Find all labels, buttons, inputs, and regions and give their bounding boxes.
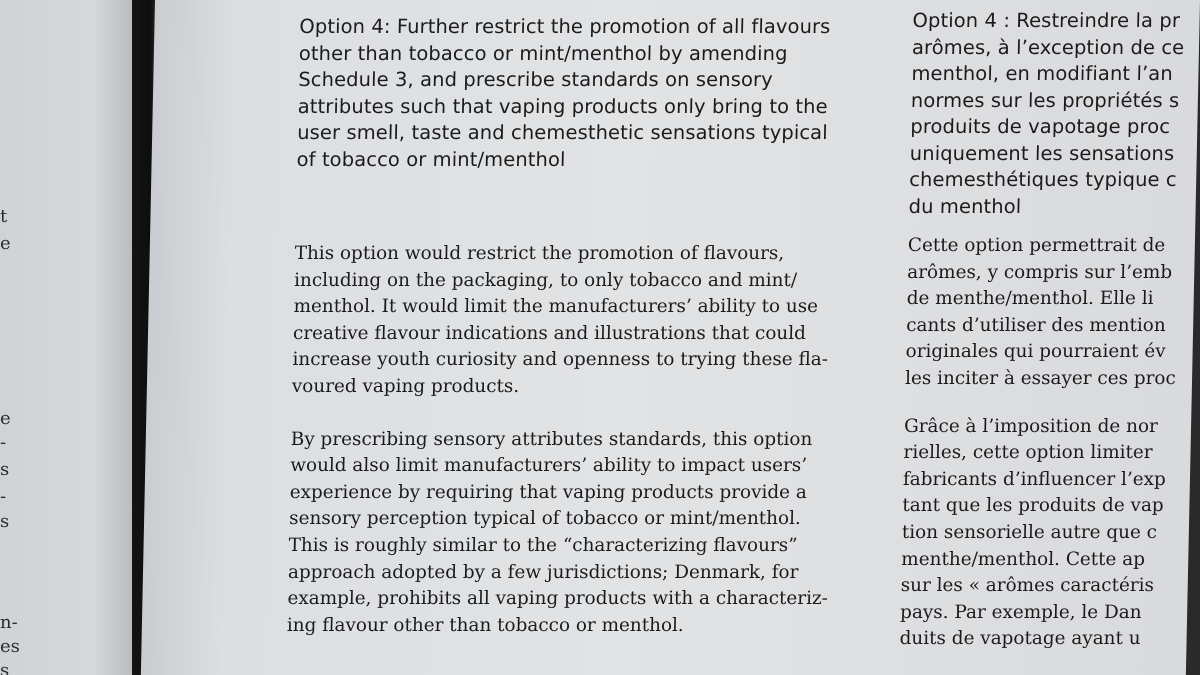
paragraph-line: Grâce à l’imposition de nor: [903, 415, 1159, 437]
heading-line: uniquement les sensations: [909, 141, 1175, 165]
paragraph-line: Cette option permettrait de: [907, 235, 1166, 256]
heading-line: arômes, à l’exception de ce: [911, 35, 1185, 59]
left-page-fragment: e: [0, 233, 11, 254]
paragraph-line: including on the packaging, to only tobacco and mint/: [293, 269, 798, 291]
paragraph-line: de menthe/menthol. Elle li: [906, 288, 1154, 310]
heading-line: Option 4: Further restrict the promotion of all flavours: [299, 15, 831, 38]
document-page: [141, 0, 1200, 675]
paragraph-line: This is roughly similar to the “characterizing flavours”: [288, 534, 798, 556]
paragraph-line: ing flavour other than tobacco or menthol.: [286, 614, 684, 636]
left-page-fragment: e: [0, 408, 11, 429]
paragraph-sensory-fr: [899, 414, 1200, 653]
paragraph-line: By prescribing sensory attributes standards, this option: [290, 428, 813, 450]
left-page-fragment: -: [0, 486, 7, 507]
left-page-fragment: n-: [0, 612, 18, 633]
paragraph-line: cants d’utiliser des mention: [905, 314, 1166, 336]
left-page-fragment: s: [0, 459, 10, 480]
option-4-heading-en: [296, 14, 869, 173]
paragraph-line: fabricants d’influencer l’exp: [902, 468, 1166, 490]
paragraph-line: tant que les produits de vap: [902, 495, 1164, 517]
paragraph-line: pays. Par exemple, le Dan: [899, 601, 1142, 623]
left-page-fragment: t: [0, 206, 8, 227]
paragraph-line: This option would restrict the promotion of flavours,: [294, 243, 785, 264]
english-column: [287, 14, 870, 639]
left-page-fragment: es: [0, 636, 20, 657]
paragraph-promotion-en: [292, 241, 865, 401]
heading-line: Option 4 : Restreindre la pr: [912, 9, 1181, 32]
left-page-fragment: s: [0, 511, 10, 532]
paragraph-line: experience by requiring that vaping products provide a: [289, 481, 808, 503]
paragraph-line: rielles, cette option limiter: [903, 442, 1153, 464]
heading-line: menthol, en modifiant l’an: [911, 62, 1174, 85]
heading-line: du menthol: [908, 194, 1022, 218]
paragraph-line: duits de vapotage ayant u: [899, 628, 1141, 650]
paragraph-sensory-en: [287, 427, 861, 640]
paragraph-line: example, prohibits all vaping products with a characteriz-: [287, 588, 829, 610]
paragraph-line: originales qui pourraient év: [905, 341, 1166, 363]
paragraph-line: voured vaping products.: [291, 375, 520, 397]
left-page-fragment: s: [0, 660, 10, 675]
paragraph-line: menthol. It would limit the manufacturers’ ability to use: [293, 296, 819, 318]
option-4-heading-fr: [908, 8, 1200, 220]
heading-line: attributes such that vaping products only bring to the: [297, 94, 828, 118]
heading-line: Schedule 3, and prescribe standards on sensory: [298, 68, 774, 91]
french-column: [899, 8, 1200, 653]
heading-line: normes sur les propriétés s: [910, 88, 1180, 112]
paragraph-line: sur les « arômes caractéris: [900, 575, 1155, 597]
paragraph-line: approach adopted by a few jurisdictions; Denmark, for: [287, 561, 799, 583]
heading-line: of tobacco or mint/menthol: [296, 147, 566, 171]
paragraph-line: would also limit manufacturers’ ability to impact users’: [290, 455, 808, 477]
paragraph-line: les inciter à essayer ces proc: [904, 367, 1177, 389]
heading-line: produits de vapotage proc: [910, 115, 1171, 138]
left-page: [0, 0, 132, 675]
paragraph-line: creative flavour indications and illustrations that could: [292, 322, 807, 344]
heading-line: other than tobacco or mint/menthol by amending: [298, 41, 788, 65]
heading-line: chemesthétiques typique c: [908, 168, 1178, 191]
paragraph-promotion-fr: [905, 233, 1200, 393]
paragraph-line: sensory perception typical of tobacco or mint/menthol.: [288, 508, 802, 530]
heading-line: user smell, taste and chemesthetic sensations typical: [296, 121, 828, 144]
paragraph-line: menthe/menthol. Cette ap: [901, 548, 1146, 570]
paragraph-line: arômes, y compris sur l’emb: [907, 261, 1173, 283]
paragraph-line: increase youth curiosity and openness to trying these fla-: [292, 349, 829, 371]
left-page-fragment: -: [0, 432, 7, 453]
paragraph-line: tion sensorielle autre que c: [901, 521, 1158, 543]
